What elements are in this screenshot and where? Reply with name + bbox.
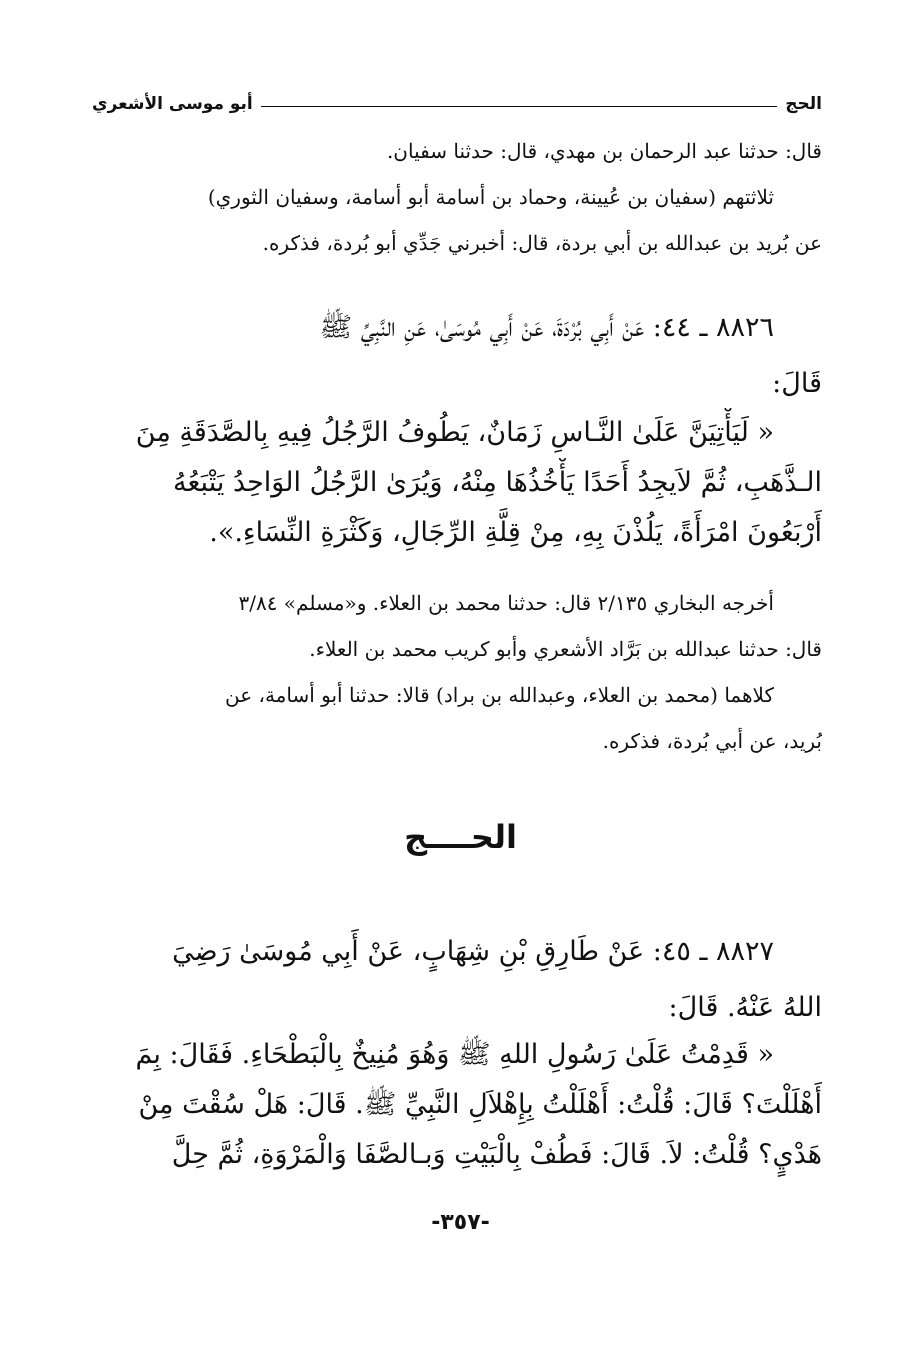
text-line: « لَيَأْتِيَنَّ عَلَىٰ النَّـاسِ زَمَانٌ، يَطُوفُ الرَّجُلُ فِيهِ بِالصَّدَقَةِ مِنَ bbox=[135, 417, 774, 448]
text-line: كلاهما (محمد بن العلاء، وعبدالله بن براد) قالا: حدثنا أبو أسامة، عن bbox=[224, 683, 774, 707]
hadith-8826-intro bbox=[118, 300, 822, 412]
text-line: أَرْبَعُونَ امْرَأَةً، يَلُذْنَ بِهِ، مِنْ قِلَّةِ الرِّجَالِ، وَكَثْرَةِ النِّسَاءِ.». bbox=[209, 517, 822, 548]
text-line: أخرجه البخاري ٢/١٣٥ قال: حدثنا محمد بن العلاء. و«مسلم» ٣/٨٤ bbox=[238, 591, 774, 615]
text-line: اللهُ عَنْهُ. قَالَ: bbox=[668, 992, 822, 1023]
text-line: قَالَ: bbox=[772, 368, 822, 399]
hadith-8826-matn bbox=[118, 408, 822, 558]
text-line: الـذَّهَبِ، ثُمَّ لاَيجِدُ أَحَدًا يَأْخُذُهَا مِنْهُ، وَيُرَىٰ الرَّجُلُ الوَاحِدُ يَتْبَعُهُ bbox=[173, 467, 822, 498]
text-line: بُريد، عن أبي بُردة، فذكره. bbox=[602, 729, 822, 753]
header-rule bbox=[261, 106, 778, 107]
text-line: أَهْلَلْتَ؟ قَالَ: قُلْتُ: أَهْلَلْتُ بِإِهْلاَلِ النَّبِيِّ ﷺ. قَالَ: هَلْ سُقْتَ مِنْ bbox=[138, 1089, 822, 1120]
hadith-number-line: ٨٨٢٧ ـ ٤٥: عَنْ طَارِقِ بْنِ شِهَابٍ، عَنْ أَبِي مُوسَىٰ رَضِيَ bbox=[172, 936, 774, 967]
hadith-number-line: ٨٨٢٦ ـ ٤٤: عَنْ أَبِي بُرْدَةَ، عَنْ أَبِي مُوسَىٰ، عَنِ النَّبِيِّ ﷺ bbox=[319, 312, 774, 343]
previous-isnad bbox=[118, 128, 822, 266]
text-line: هَدْيٍ؟ قُلْتُ: لاَ. قَالَ: فَطُفْ بِالْبَيْتِ وَبـالصَّفَا وَالْمَرْوَةِ، ثُمَّ حِلَّ bbox=[171, 1139, 822, 1170]
page-number: -٣٥٧- bbox=[431, 1210, 490, 1235]
hadith-8826-takhrij bbox=[118, 580, 822, 764]
hadith-8827-intro bbox=[118, 924, 822, 1036]
running-header-section: أبو موسى الأشعري bbox=[92, 94, 253, 114]
running-header bbox=[92, 84, 822, 114]
text-line: ثلاثتهم (سفيان بن عُيينة، وحماد بن أسامة أبو أسامة، وسفيان الثوري) bbox=[207, 185, 774, 209]
text-line: قال: حدثنا عبد الرحمان بن مهدي، قال: حدثنا سفيان. bbox=[386, 139, 822, 163]
chapter-title: الحــــج bbox=[404, 818, 517, 856]
text-line: « قَدِمْتُ عَلَىٰ رَسُولِ اللهِ ﷺ وَهُوَ مُنِيخٌ بِالْبَطْحَاءِ. فَقَالَ: بِمَ bbox=[135, 1039, 774, 1070]
text-line: قال: حدثنا عبدالله بن بَرَّاد الأشعري وأبو كريب محمد بن العلاء. bbox=[309, 637, 822, 661]
hadith-8827-matn bbox=[118, 1030, 822, 1180]
text-line: عن بُريد بن عبدالله بن أبي بردة، قال: أخبرني جَدِّي أبو بُردة، فذكره. bbox=[262, 231, 822, 255]
running-header-chapter: الحج bbox=[785, 94, 822, 114]
